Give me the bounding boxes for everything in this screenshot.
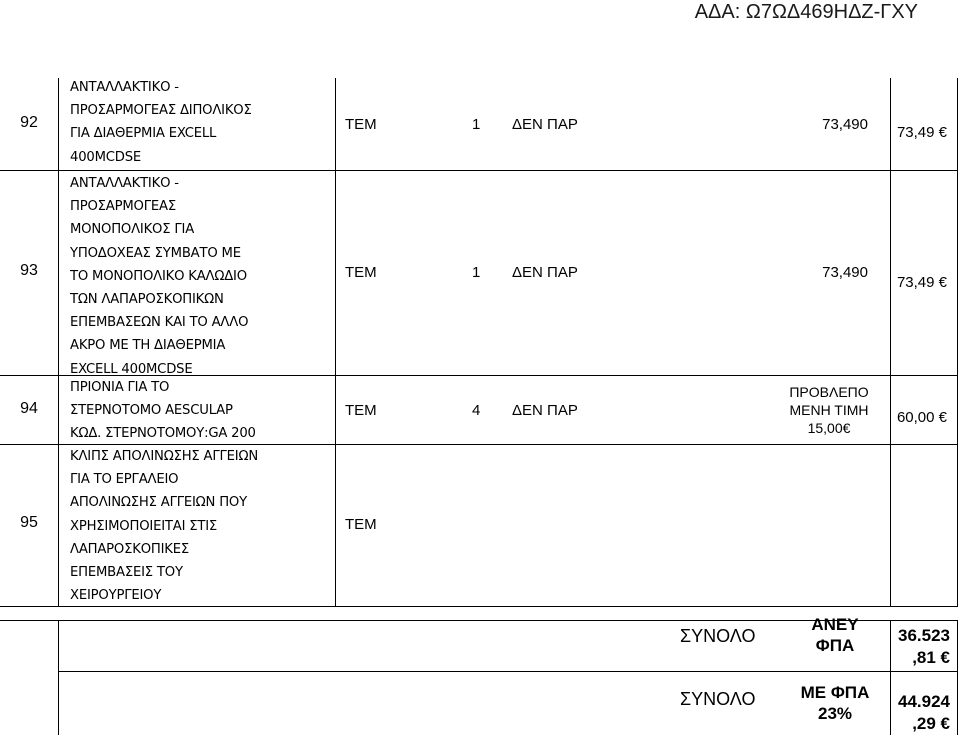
row-number: 92 bbox=[20, 114, 38, 131]
summary-tax-label: ΑΝΕΥ ΦΠΑ bbox=[811, 615, 859, 655]
unit-cell: ΤΕΜ bbox=[345, 516, 377, 533]
row-number: 95 bbox=[20, 514, 38, 531]
item-description: ΠΡΙΟΝΙΑ ΓΙΑ ΤΟ ΣΤΕΡΝΟΤΟΜΟ AESCULAP ΚΩΔ. ΣΤΕΡΝΟΤΟΜΟΥ:GA 200 bbox=[70, 380, 256, 442]
row-number: 94 bbox=[20, 400, 38, 417]
availability-cell: ΔΕΝ ΠΑΡ bbox=[512, 402, 578, 419]
availability-cell: ΔΕΝ ΠΑΡ bbox=[512, 116, 578, 133]
col-divider bbox=[335, 78, 336, 607]
col-divider bbox=[957, 620, 958, 735]
col-divider bbox=[957, 78, 958, 607]
summary-amount: 36.523 ,81 € bbox=[898, 626, 950, 667]
row-number: 93 bbox=[20, 262, 38, 279]
row-divider bbox=[0, 170, 958, 171]
unit-cell: ΤΕΜ bbox=[345, 116, 377, 133]
unit-price-cell: 73,490 bbox=[822, 264, 868, 281]
total-cell: 73,49 € bbox=[896, 124, 947, 141]
col-divider bbox=[890, 78, 891, 607]
summary-tax-label: ΜΕ ΦΠΑ 23% bbox=[800, 683, 870, 723]
item-description: ΑΝΤΑΛΛΑΚΤΙΚΟ - ΠΡΟΣΑΡΜΟΓΕΑΣ ΔΙΠΟΛΙΚΟΣ ΓΙΑ ΔΙΑΘΕΡΜΙΑ EXCELL 400MCDSE bbox=[70, 80, 252, 165]
unit-price-cell: 73,490 bbox=[822, 116, 868, 133]
col-divider bbox=[58, 78, 59, 607]
col-divider bbox=[58, 620, 59, 735]
unit-cell: ΤΕΜ bbox=[345, 264, 377, 281]
item-description: ΚΛΙΠΣ ΑΠΟΛΙΝΩΣΗΣ ΑΓΓΕΙΩΝ ΓΙΑ ΤΟ ΕΡΓΑΛΕΙΟ ΑΠΟΛΙΝΩΣΗΣ ΑΓΓΕΙΩΝ ΠΟΥ ΧΡΗΣΙΜΟΠΟΙΕΙΤΑΙ ΣΤΙΣ ΛΑΠΑΡΟΣΚΟΠΙΚΕΣ ΕΠΕΜΒΑΣΕΙΣ ΤΟΥ ΧΕΙΡΟΥΡΓΕΙΟΥ bbox=[70, 449, 259, 604]
total-cell: 60,00 € bbox=[896, 409, 947, 426]
summary-label: ΣΥΝΟΛΟ bbox=[680, 689, 756, 709]
quantity-cell: 4 bbox=[472, 402, 481, 419]
summary-label: ΣΥΝΟΛΟ bbox=[680, 626, 756, 646]
summary-amount: 44.924 ,29 € bbox=[898, 692, 950, 733]
availability-cell: ΔΕΝ ΠΑΡ bbox=[512, 264, 578, 281]
quantity-cell: 1 bbox=[472, 116, 481, 133]
quantity-cell: 1 bbox=[472, 264, 481, 281]
unit-price-cell: ΠΡΟΒΛΕΠΟ ΜΕΝΗ ΤΙΜΗ 15,00€ bbox=[789, 384, 869, 436]
row-divider bbox=[58, 671, 958, 672]
item-description: ΑΝΤΑΛΛΑΚΤΙΚΟ - ΠΡΟΣΑΡΜΟΓΕΑΣ ΜΟΝΟΠΟΛΙΚΟΣ ΓΙΑ ΥΠΟΔΟΧΕΑΣ ΣΥΜΒΑΤΟ ΜΕ ΤΟ ΜΟΝΟΠΟΛΙΚΟ ΚΑΛΩΔΙΟ ΤΩΝ ΛΑΠΑΡΟΣΚΟΠΙΚΩΝ ΕΠΕΜΒΑΣΕΩΝ ΚΑΙ ΤΟ ΑΛΛΟ ΑΚΡΟ ΜΕ ΤΗ ΔΙΑΘΕΡΜΙΑ EXCELL 400MCDSE bbox=[70, 176, 249, 377]
unit-cell: ΤΕΜ bbox=[345, 402, 377, 419]
total-cell: 73,49 € bbox=[896, 274, 947, 291]
ada-code: ΑΔΑ: Ω7ΩΔ469ΗΔΖ-ΓΧΥ bbox=[694, 1, 918, 23]
